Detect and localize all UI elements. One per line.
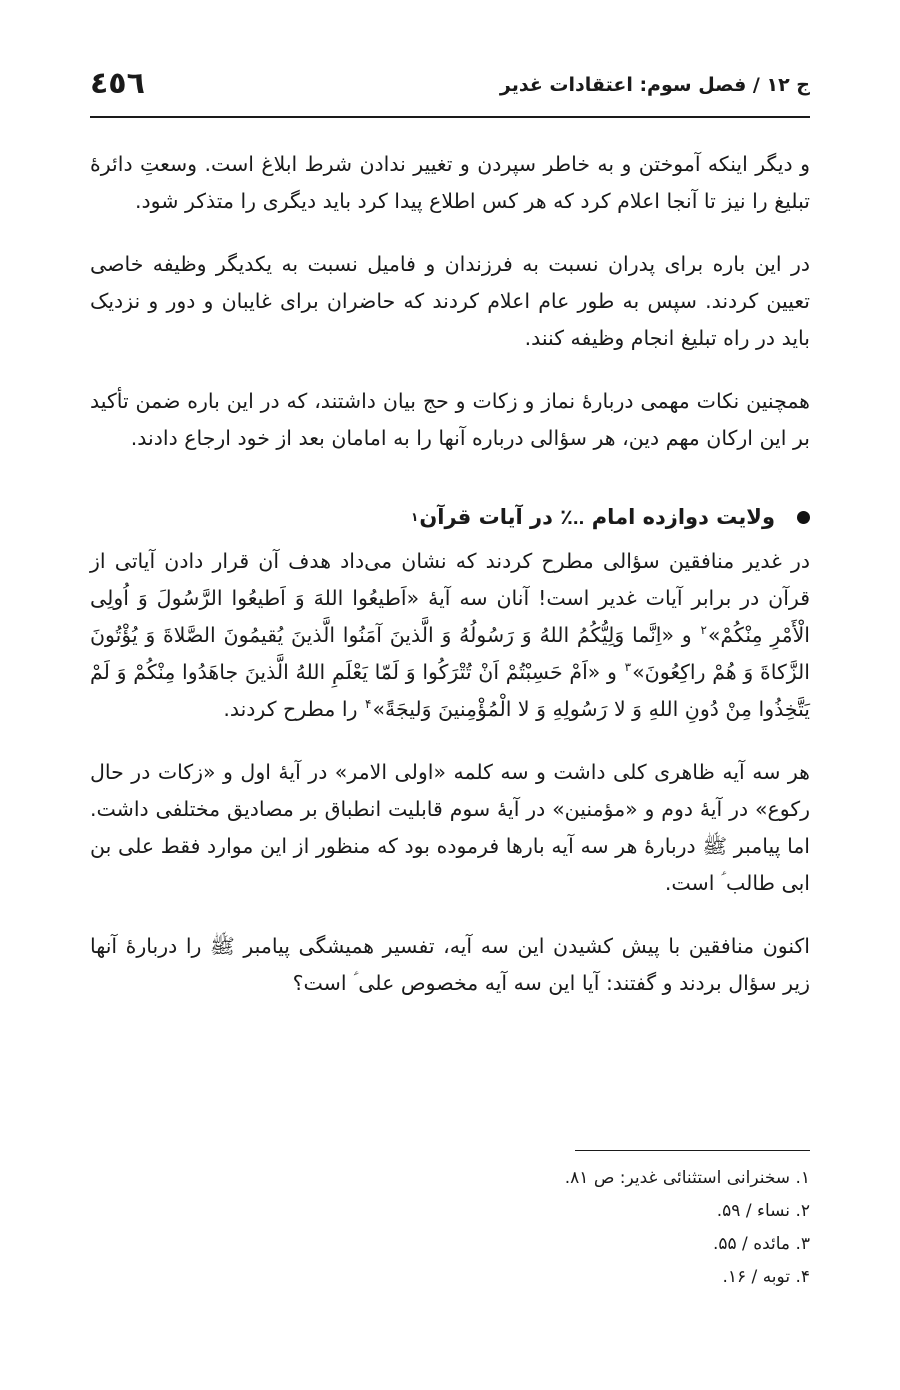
section-heading: ولایت دوازده امام ؊ در آیات قرآن ۱ bbox=[90, 505, 810, 529]
footnote-ref-3[interactable]: ۳ bbox=[624, 660, 632, 675]
footnote-4: ۴. توبه / ۱۶. bbox=[722, 1267, 810, 1287]
header-divider bbox=[90, 116, 810, 118]
footnote-ref-2[interactable]: ۲ bbox=[700, 623, 707, 638]
paragraph-5: هر سه آیه ظاهری کلی داشت و سه کلمه «اولی الامر» در آیۀ اول و «زکات در حال رکوع» در آیۀ دوم و «مؤمنین» در آیۀ سوم قابلیت انطباق بر مصادیق مختلفی داشت. اما پیامبر ﷺ دربارۀ هر سه آیه بارها فرموده بود که منظور از این موارد فقط علی بن ابی طالب ؑ است. bbox=[90, 760, 810, 895]
paragraph-4-part-2: و «اِنَّما وَلِیُّکُمُ اللهُ وَ رَسُولُهُ وَ الَّذینَ آمَنُوا الَّذینَ یُقیمُونَ الصَّلاةَ وَ یُؤْتُونَ الزَّکاةَ وَ هُمْ راکِعُونَ» bbox=[90, 623, 810, 684]
footnote-3: ۳. مائده / ۵۵. bbox=[712, 1234, 810, 1254]
footnote-2: ۲. نساء / ۵۹. bbox=[716, 1201, 810, 1221]
paragraph-2: در این باره برای پدران نسبت به فرزندان و فامیل نسبت به یکدیگر وظیفه خاصی تعیین کردند. سپس به طور عام اعلام کردند که حاضران برای غایبان و دور و نزدیک باید در راه تبلیغ انجام وظیفه کنند. bbox=[90, 252, 810, 350]
page-header bbox=[90, 66, 810, 106]
page-number: ٤٥٦ bbox=[90, 66, 145, 101]
footnote-divider bbox=[575, 1150, 810, 1151]
paragraph-1: و دیگر اینکه آموختن و به خاطر سپردن و تغییر ندادن شرط ابلاغ است. وسعتِ دائرۀ تبلیغ را نیز تا آنجا اعلام کرد که هر کس اطلاع پیدا کرد باید دیگری را متذکر شود. bbox=[90, 152, 810, 213]
paragraph-4 bbox=[90, 543, 810, 728]
bullet-icon bbox=[797, 511, 810, 524]
book-page bbox=[90, 0, 810, 1390]
section-heading-text: ولایت دوازده امام ؊ در آیات قرآن bbox=[419, 505, 775, 529]
running-head: ج ۱۲ / فصل سوم: اعتقادات غدیر bbox=[499, 74, 810, 96]
body-text bbox=[90, 146, 810, 1028]
footnotes bbox=[90, 1162, 810, 1294]
paragraph-3: همچنین نکات مهمی دربارۀ نماز و زکات و حج بیان داشتند، که در این باره ضمن تأکید بر این ارکان مهم دین، هر سؤالی درباره آنها را به امامان بعد از خود ارجاع دادند. bbox=[90, 389, 810, 450]
paragraph-4-part-3: و «اَمْ حَسِبْتُمْ اَنْ تُتْرَکُوا وَ لَمّا یَعْلَمِ اللهُ الَّذینَ جاهَدُوا مِنْکُمْ وَ لَمْ یَتَّخِذُوا مِنْ دُونِ اللهِ وَ لا رَسُولِهِ وَ لا الْمُؤْمِنینَ وَلیجَةً» bbox=[90, 660, 810, 721]
paragraph-6: اکنون منافقین با پیش کشیدن این سه آیه، تفسیر همیشگی پیامبر ﷺ را دربارۀ آنها زیر سؤال بردند و گفتند: آیا این سه آیه مخصوص علی ؑ است؟ bbox=[90, 934, 810, 995]
paragraph-4-part-1: در غدیر منافقین سؤالی مطرح کردند که نشان می‌داد هدف آن قرار دادن آیاتی از قرآن در برابر آیات غدیر است! آنان سه آیۀ «اَطیعُوا اللهَ وَ اَطیعُوا الرَّسُولَ وَ اُولِی الْأَمْرِ مِنْکُمْ» bbox=[90, 549, 810, 647]
footnote-ref-4[interactable]: ۴ bbox=[364, 697, 372, 712]
footnote-1: ۱. سخنرانی استثنائی غدیر: ص ۸۱. bbox=[564, 1168, 810, 1188]
paragraph-4-part-4: را مطرح کردند. bbox=[223, 697, 364, 721]
